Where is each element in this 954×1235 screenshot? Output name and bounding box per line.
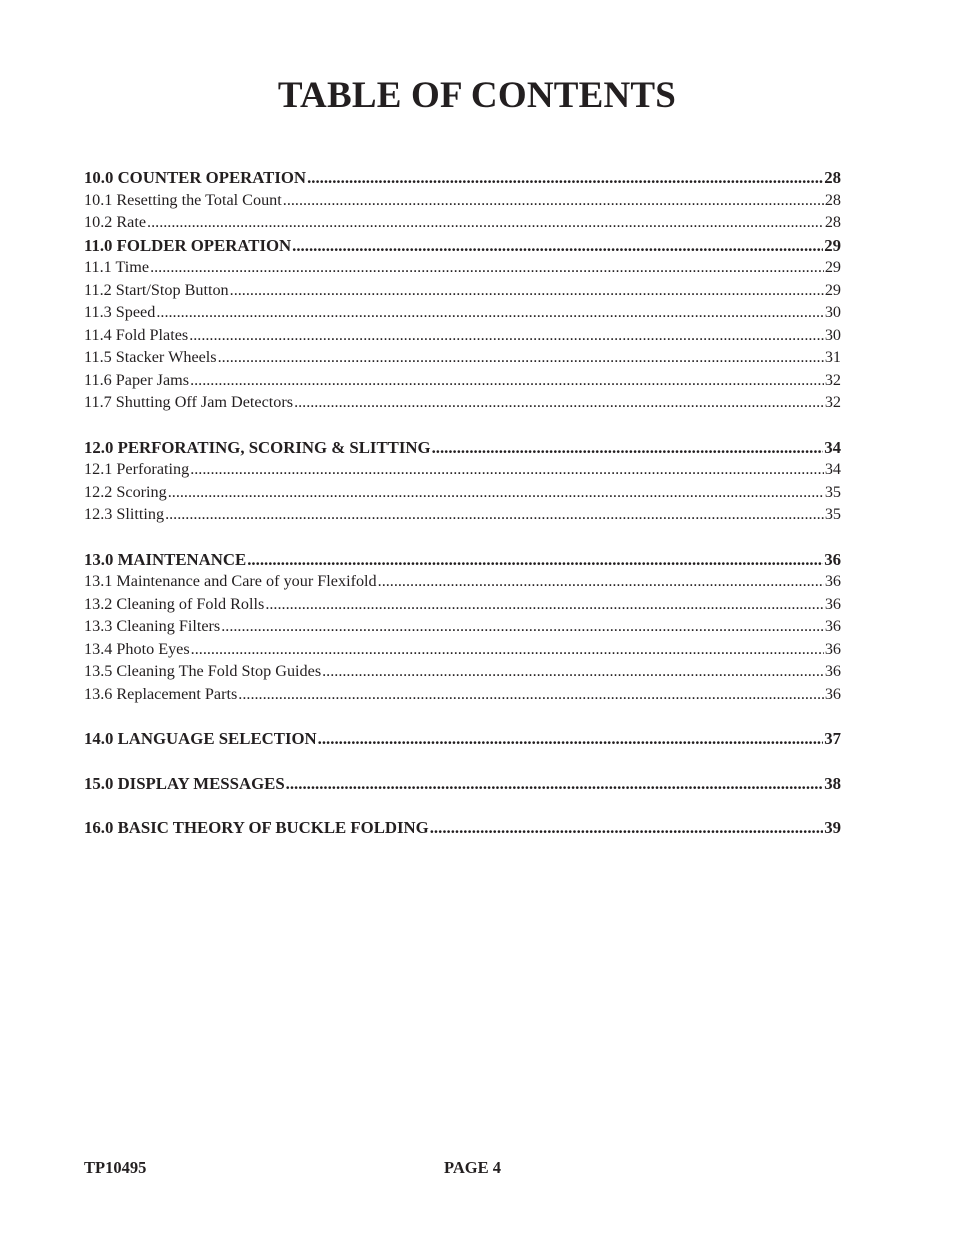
toc-entry-label: 13.1 Maintenance and Care of your Flexifold (84, 572, 377, 590)
toc-entry-page: 36 (824, 594, 841, 613)
toc-entry-page: 29 (824, 280, 841, 299)
toc-entry-page: 34 (824, 437, 841, 457)
toc-subsection-entry[interactable] (84, 483, 841, 506)
toc-entry-label: 13.2 Cleaning of Fold Rolls (84, 594, 265, 613)
toc-entry-page: 29 (824, 235, 841, 255)
dot-leader (318, 729, 824, 749)
toc-section-entry[interactable] (84, 729, 841, 752)
document-id: TP10495 (84, 1158, 147, 1177)
dot-leader (292, 236, 823, 256)
dot-leader (190, 460, 824, 479)
dot-leader (283, 191, 824, 210)
toc-entry-page: 28 (824, 168, 841, 187)
toc-entry-page: 39 (824, 818, 841, 837)
toc-subsection-entry[interactable] (84, 662, 841, 685)
toc-subsection-entry[interactable] (84, 393, 841, 416)
toc-subsection-entry[interactable] (84, 460, 841, 483)
toc-subsection-entry[interactable] (84, 348, 841, 371)
toc-entry-label: 11.0 FOLDER OPERATION (84, 235, 292, 255)
dot-leader (247, 550, 823, 570)
toc-subsection-entry[interactable] (84, 371, 841, 394)
toc-subsection-entry[interactable] (84, 685, 841, 708)
toc-subsection-entry[interactable] (84, 191, 841, 214)
toc-entry-page: 37 (824, 729, 841, 748)
toc-subsection-entry[interactable] (84, 572, 841, 595)
toc-entry-page: 36 (824, 572, 841, 590)
toc-entry-page: 35 (824, 505, 841, 523)
toc-entry-label: 16.0 BASIC THEORY OF BUCKLE FOLDING (84, 818, 429, 837)
toc-subsection-entry[interactable] (84, 281, 841, 304)
toc-entry-label: 12.1 Perforating (84, 460, 190, 478)
toc-entry-label: 10.0 COUNTER OPERATION (84, 168, 307, 187)
toc-entry-label: 11.5 Stacker Wheels (84, 348, 217, 366)
table-of-contents (84, 168, 841, 841)
toc-entry-page: 38 (824, 773, 841, 793)
dot-leader (230, 281, 824, 300)
toc-entry-label: 11.1 Time (84, 258, 150, 276)
dot-leader (307, 168, 823, 188)
dot-leader (165, 505, 824, 524)
toc-entry-page: 30 (824, 325, 841, 344)
toc-entry-page: 29 (824, 258, 841, 276)
page-title: TABLE OF CONTENTS (277, 75, 677, 116)
toc-section-entry[interactable] (84, 774, 841, 797)
dot-leader (265, 595, 823, 614)
dot-leader (286, 774, 824, 794)
toc-section-entry[interactable] (84, 236, 841, 259)
toc-entry-label: 13.6 Replacement Parts (84, 684, 238, 703)
toc-subsection-entry[interactable] (84, 505, 841, 528)
dot-leader (150, 258, 824, 277)
toc-subsection-entry[interactable] (84, 258, 841, 281)
toc-entry-label: 10.1 Resetting the Total Count (84, 190, 282, 209)
toc-entry-page: 28 (824, 190, 841, 209)
toc-entry-page: 36 (824, 549, 841, 569)
toc-entry-label: 11.7 Shutting Off Jam Detectors (84, 393, 294, 411)
dot-leader (218, 348, 824, 367)
page-number: PAGE 4 (444, 1158, 501, 1177)
toc-entry-page: 32 (824, 370, 841, 389)
toc-entry-label: 12.3 Slitting (84, 505, 165, 523)
toc-subsection-entry[interactable] (84, 303, 841, 326)
dot-leader (147, 213, 824, 232)
dot-leader (430, 818, 823, 838)
toc-entry-page: 36 (824, 684, 841, 703)
toc-entry-page: 32 (824, 393, 841, 411)
toc-entry-label: 11.3 Speed (84, 303, 156, 321)
toc-entry-label: 15.0 DISPLAY MESSAGES (84, 773, 285, 793)
toc-entry-label: 13.4 Photo Eyes (84, 639, 190, 658)
toc-entry-label: 13.5 Cleaning The Fold Stop Guides (84, 662, 322, 680)
toc-subsection-entry[interactable] (84, 640, 841, 663)
toc-entry-page: 34 (824, 460, 841, 478)
toc-entry-page: 36 (824, 617, 841, 635)
dot-leader (168, 483, 824, 502)
toc-subsection-entry[interactable] (84, 595, 841, 618)
toc-subsection-entry[interactable] (84, 326, 841, 349)
dot-leader (322, 662, 824, 681)
toc-entry-page: 30 (824, 303, 841, 321)
dot-leader (294, 393, 824, 412)
toc-subsection-entry[interactable] (84, 213, 841, 236)
toc-entry-label: 14.0 LANGUAGE SELECTION (84, 729, 317, 748)
toc-entry-page: 35 (824, 482, 841, 501)
dot-leader (191, 640, 824, 659)
toc-entry-page: 36 (824, 662, 841, 680)
toc-entry-page: 36 (824, 639, 841, 658)
dot-leader (238, 685, 824, 704)
toc-entry-label: 12.0 PERFORATING, SCORING & SLITTING (84, 437, 431, 457)
toc-section-entry[interactable] (84, 818, 841, 841)
dot-leader (221, 617, 824, 636)
dot-leader (156, 303, 823, 322)
toc-entry-page: 28 (824, 213, 841, 231)
toc-entry-label: 12.2 Scoring (84, 482, 167, 501)
toc-section-entry[interactable] (84, 168, 841, 191)
toc-section-entry[interactable] (84, 550, 841, 573)
toc-entry-label: 11.4 Fold Plates (84, 325, 189, 344)
toc-entry-label: 11.6 Paper Jams (84, 370, 190, 389)
dot-leader (190, 371, 824, 390)
toc-section-entry[interactable] (84, 438, 841, 461)
toc-entry-label: 11.2 Start/Stop Button (84, 280, 229, 299)
dot-leader (189, 326, 824, 345)
toc-entry-page: 31 (824, 348, 841, 366)
dot-leader (432, 438, 824, 458)
toc-entry-label: 13.0 MAINTENANCE (84, 549, 247, 569)
toc-subsection-entry[interactable] (84, 617, 841, 640)
toc-entry-label: 10.2 Rate (84, 213, 147, 231)
dot-leader (378, 572, 824, 591)
toc-entry-label: 13.3 Cleaning Filters (84, 617, 221, 635)
